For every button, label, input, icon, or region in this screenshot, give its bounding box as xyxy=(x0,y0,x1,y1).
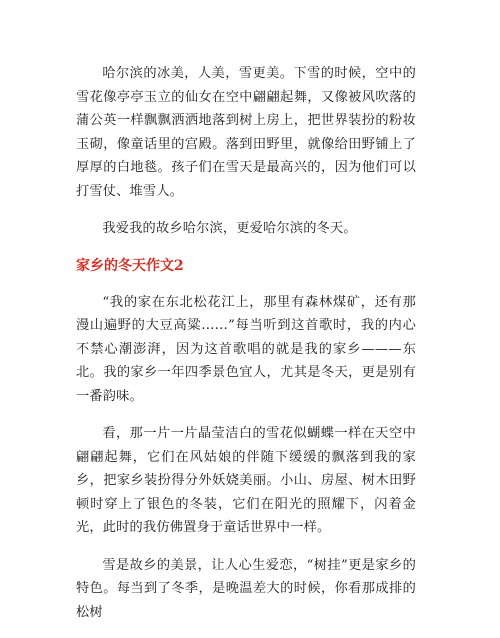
paragraph-love-harbin: 我爱我的故乡哈尔滨，更爱哈尔滨的冬天。 xyxy=(102,221,357,236)
section-heading: 家乡的冬天作文2 xyxy=(76,257,184,274)
paragraph-song-northeast: “我的家在东北松花江上，那里有森林煤矿，还有那漫山遍野的大豆高粱……”每当听到这首歌时，我的内心不禁心潮澎湃，因为这首歌唱的就是我的家乡———东北。我的家乡一年四季景色宜人，尤其是冬天，更是别有一番韵味。 xyxy=(76,294,416,404)
document-body xyxy=(76,62,416,638)
paragraph-rime-trees: 雪是故乡的美景，让人心生爱恋，“树挂”更是家乡的特色。每当到了冬季，是晚温差大的时候，你看那成排的松树 xyxy=(76,557,416,620)
paragraph-snowflakes: 看，那一片一片晶莹洁白的雪花似蝴蝶一样在天空中翩翩起舞，它们在风姑娘的伴随下缓缓的飘落到我的家乡，把家乡装扮得分外妖娆美丽。小山、房屋、树木田野顿时穿上了银色的冬装，它们在阳光的照耀下，闪着金光，此时的我仿佛置身于童话世界中一样。 xyxy=(76,426,416,535)
paragraph-harbin-snow: 哈尔滨的冰美，人美，雪更美。下雪的时候，空中的雪花像亭亭玉立的仙女在空中翩翩起舞，又像被风吹落的蒲公英一样飘飘洒洒地落到树上房上，把世界装扮的粉妆玉砌，像童话里的宫殿。落到田野里，就像给田野铺上了厚厚的白地毯。孩子们在雪天是最高兴的，因为他们可以打雪仗、堆雪人。 xyxy=(76,66,416,199)
